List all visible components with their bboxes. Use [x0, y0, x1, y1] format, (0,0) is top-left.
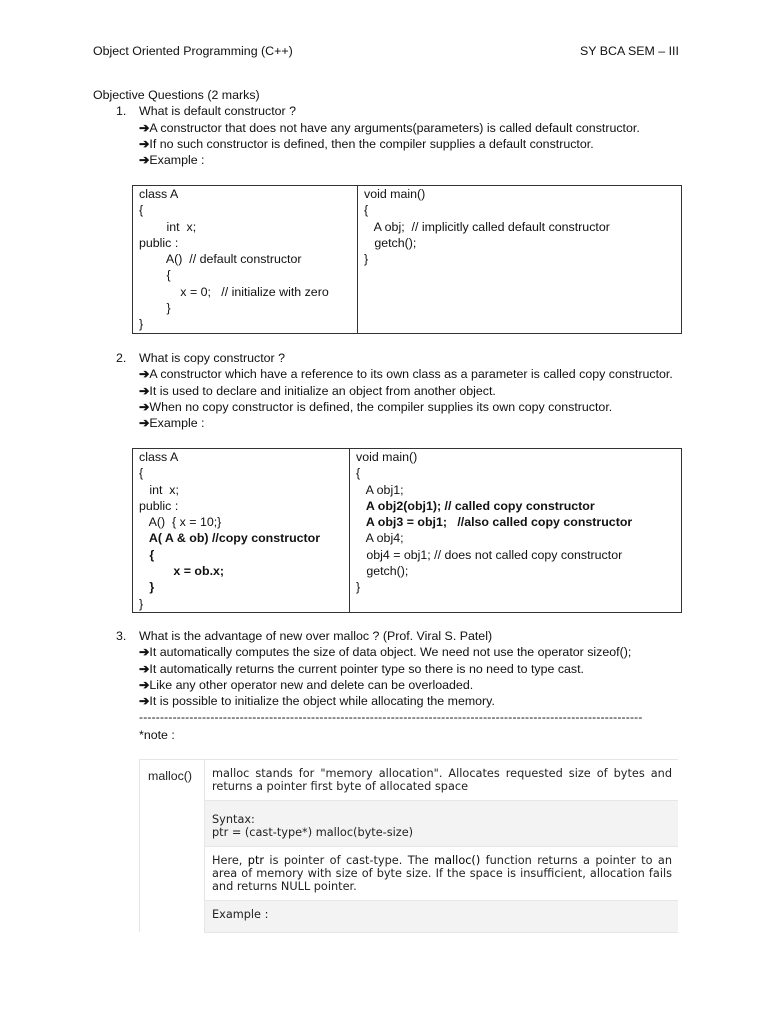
code-line: A obj2(obj1); // called copy constructor: [356, 498, 595, 513]
section-title: Objective Questions (2 marks): [93, 88, 260, 102]
q1-block: [93, 87, 675, 168]
q2-point-text: A constructor which have a reference to its own class as a parameter is called copy constructor.: [149, 367, 673, 382]
arrow-icon: ➔: [139, 367, 150, 382]
code-line: }: [139, 596, 144, 611]
separator-line: ------------------------------------------------------------------------------------------------------------------------: [139, 710, 643, 724]
q1-main-code: [358, 186, 682, 334]
code-line: {: [356, 466, 361, 481]
q2-point-text: When no copy constructor is defined, the compiler supplies its own copy constructor.: [149, 399, 613, 414]
q1-code-table: [132, 185, 682, 334]
malloc-syntax-label: Syntax:: [212, 812, 255, 826]
arrow-icon: ➔: [139, 416, 150, 431]
header-semester: SY BCA SEM – III: [580, 44, 679, 58]
q1-point: [139, 136, 675, 152]
code-line: A obj1;: [356, 482, 404, 497]
arrow-icon: ➔: [139, 153, 150, 168]
code-line: int x;: [139, 219, 197, 234]
explanation-text: is pointer of cast-type. The: [264, 853, 435, 867]
arrow-icon: ➔: [139, 661, 150, 676]
q2-point-text: Example :: [149, 416, 205, 431]
q3-point-text: It automatically returns the current pointer type so there is no need to type cast.: [149, 661, 584, 676]
code-line: void main(): [364, 187, 426, 201]
note-label: *note :: [139, 728, 175, 742]
q1-question: What is default constructor ?: [139, 104, 297, 119]
code-line: class A: [139, 450, 179, 464]
arrow-icon: ➔: [139, 645, 150, 660]
code-line: class A: [139, 187, 179, 201]
q2-point: [139, 399, 675, 415]
code-line: x = ob.x;: [139, 564, 225, 579]
code-line: int x;: [139, 482, 179, 497]
malloc-explanation: [205, 846, 679, 900]
q3-point: [139, 644, 675, 660]
arrow-icon: ➔: [139, 120, 150, 135]
q2-point-text: It is used to declare and initialize an object from another object.: [149, 383, 496, 398]
q1-point-text: If no such constructor is defined, then the compiler supplies a default constructor.: [149, 136, 594, 151]
code-line: A() { x = 10;}: [139, 515, 222, 530]
malloc-table: [139, 759, 678, 933]
malloc-syntax: ptr = (cast-type*) malloc(byte-size): [212, 826, 414, 840]
code-line: {: [139, 268, 171, 283]
q2-point: [139, 415, 675, 431]
code-line: }: [356, 580, 361, 595]
code-line: {: [139, 466, 144, 481]
q2-block: [93, 350, 675, 431]
code-line: }: [139, 317, 144, 332]
q2-class-code: [133, 449, 350, 613]
malloc-description: malloc stands for "memory allocation". Allocates requested size of bytes and returns a pointer first byte of allocated space: [205, 760, 679, 801]
q3-block: [93, 628, 675, 709]
q3-point: [139, 677, 675, 693]
q2-title: [93, 350, 675, 366]
code-line: A() // default constructor: [139, 252, 302, 267]
q2-code-table: [132, 448, 682, 613]
code-line: }: [139, 580, 155, 595]
code-line: A( A & ob) //copy constructor: [139, 531, 321, 546]
arrow-icon: ➔: [139, 399, 150, 414]
code-line: x = 0; // initialize with zero: [139, 284, 329, 299]
arrow-icon: ➔: [139, 677, 150, 692]
explanation-ptr: ptr: [247, 853, 265, 867]
explanation-malloc: malloc(): [434, 853, 481, 867]
code-line: public :: [139, 235, 179, 250]
explanation-text: function returns a pointer to an area of memory with size of byte size. If the space is insufficient, allocation fails and returns NULL pointer.: [212, 853, 672, 894]
q2-number: 2.: [116, 351, 127, 365]
code-line: obj4 = obj1; // does not called copy constructor: [356, 547, 623, 562]
code-line: {: [139, 547, 155, 562]
q1-point: [139, 152, 675, 168]
code-line: {: [364, 203, 369, 218]
q3-point-text: It automatically computes the size of data object. We need not use the operator sizeof();: [149, 645, 632, 660]
q1-title: [93, 103, 675, 119]
q1-class-code: [133, 186, 358, 334]
q2-point: [139, 366, 675, 382]
q1-point: [139, 120, 675, 136]
q1-point-text: A constructor that does not have any arguments(parameters) is called default constructor.: [149, 120, 640, 135]
code-line: void main(): [356, 450, 418, 464]
code-line: }: [364, 252, 369, 267]
q2-main-code: [350, 449, 682, 613]
q2-point: [139, 383, 675, 399]
arrow-icon: ➔: [139, 694, 150, 709]
code-line: }: [139, 301, 171, 316]
q1-point-text: Example :: [149, 153, 205, 168]
code-line: A obj; // implicitly called default constructor: [364, 219, 610, 234]
code-line: getch();: [364, 235, 417, 250]
malloc-key: malloc(): [140, 760, 205, 933]
q3-point-text: It is possible to initialize the object while allocating the memory.: [149, 694, 495, 709]
malloc-example: Example :: [205, 900, 679, 932]
code-line: A obj4;: [356, 531, 404, 546]
q3-point: [139, 661, 675, 677]
code-line: getch();: [356, 564, 409, 579]
code-line: public :: [139, 498, 179, 513]
q3-point: [139, 693, 675, 709]
q2-question: What is copy constructor ?: [139, 351, 285, 365]
code-line: {: [139, 203, 144, 218]
q1-number: 1.: [116, 104, 127, 119]
q3-point-text: Like any other operator new and delete can be overloaded.: [149, 677, 474, 692]
q3-number: 3.: [116, 629, 127, 643]
arrow-icon: ➔: [139, 383, 150, 398]
q3-title: [93, 628, 675, 644]
malloc-syntax-cell: [205, 800, 679, 846]
arrow-icon: ➔: [139, 136, 150, 151]
q3-question: What is the advantage of new over malloc ? (Prof. Viral S. Patel): [139, 629, 493, 643]
code-line: A obj3 = obj1; //also called copy constructor: [356, 515, 633, 530]
header-course-title: Object Oriented Programming (C++): [93, 44, 293, 58]
explanation-text: Here,: [212, 853, 248, 867]
